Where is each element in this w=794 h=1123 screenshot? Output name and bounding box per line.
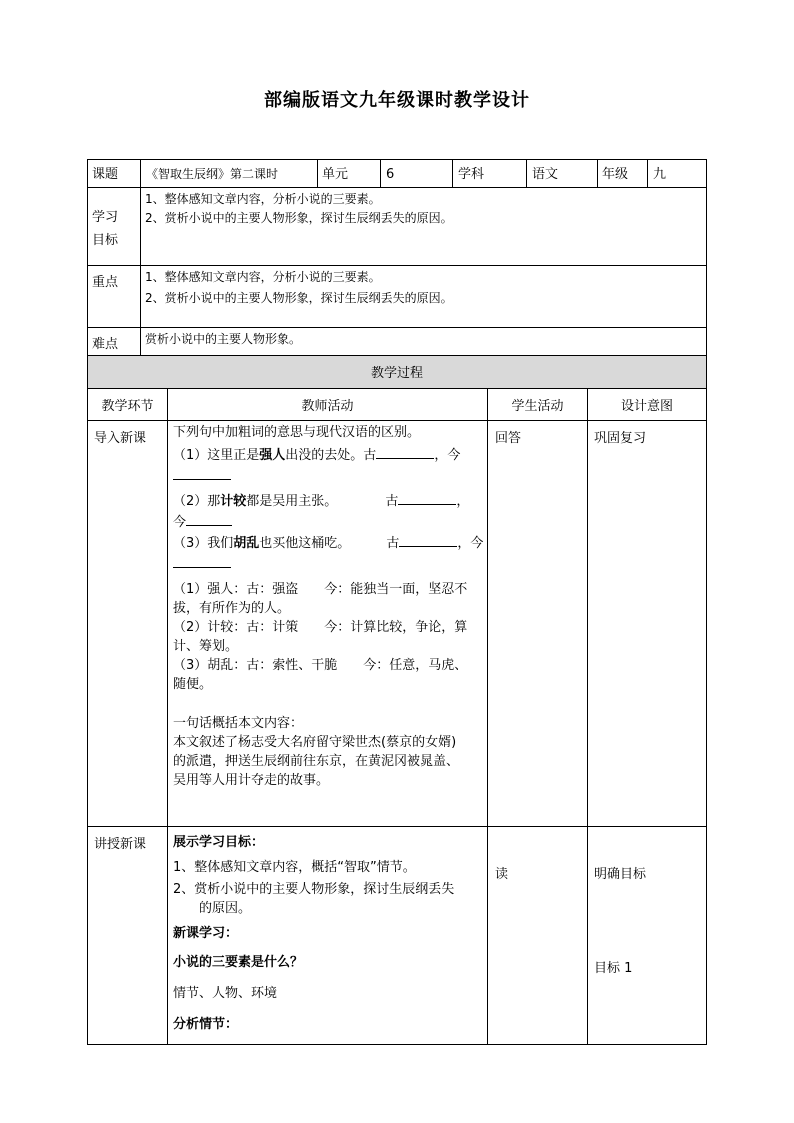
section1-intent: 巩固复习 (594, 431, 647, 446)
difficulty-label: 难点 (92, 337, 119, 352)
section2-student: 读 (495, 867, 509, 882)
grade-value: 九 (653, 167, 667, 182)
goal-item: 1、整体感知文章内容，分析小说的三要素。 (145, 192, 381, 206)
difficulty-text: 赏析小说中的主要人物形象。 (145, 332, 302, 346)
new-lesson-title: 新课学习： (173, 926, 239, 941)
summary-line: 本文叙述了杨志受大名府留守梁世杰(蔡京的女婿) (173, 735, 457, 750)
unit-label: 单元 (322, 167, 349, 182)
answer-blank[interactable] (376, 444, 434, 459)
topic-value: 《智取生辰纲》第二课时 (146, 167, 279, 181)
goals-label: 学习 目标 (92, 210, 119, 248)
answer-3b: 随便。 (173, 677, 213, 692)
keypoints-label: 重点 (92, 275, 119, 290)
col-stage: 教学环节 (101, 399, 154, 414)
question: 小说的三要素是什么？ (173, 955, 304, 970)
answer-blank[interactable] (186, 511, 232, 526)
process-title: 教学过程 (370, 366, 423, 381)
goal-line: 2、赏析小说中的主要人物形象，探讨生辰纲丢失 (173, 882, 455, 897)
answer-2b: 计、筹划。 (173, 639, 239, 654)
section2-intent-1: 明确目标 (594, 867, 647, 882)
answer-1b: 拔，有所作为的人。 (173, 601, 291, 616)
goals-title: 展示学习目标： (173, 835, 265, 850)
section1-stage: 导入新课 (94, 431, 147, 446)
section1-student: 回答 (495, 431, 522, 446)
page-title: 部编版语文九年级课时教学设计 (264, 90, 530, 111)
answer-blank[interactable] (173, 465, 231, 480)
answer-1a: （1）强人：古：强盗 今：能独当一面，坚忍不 (173, 582, 468, 597)
keypoint-item: 2、赏析小说中的主要人物形象，探讨生辰纲丢失的原因。 (145, 291, 453, 305)
answer-2a: （2）计较：古：计策 今：计算比较，争论，算 (173, 620, 468, 635)
keypoints-list (145, 268, 453, 308)
section1-teacher: 下列句中加粗词的意思与现代汉语的区别。 （1）这里正是强人出没的去处。古 ，今 （2）那计较都是吴用主张。 古 ， 今 （3）我们胡乱也买他这桶吃。 古 ，今 （1）强人：古：强盗 今：能独当一面，坚忍不 拔，有所作为的人。 （2）计较：古：计策 今：计算比较，争论，算 计、筹划。 （3）胡乱：古：索性、干脆 今：任意，马虎、 随便。 一句话概括本文内容： 本文叙述了杨志受大名府留守梁世杰(蔡京的女婿) 的派遣，押送生辰纲前往东京，在黄泥冈被晁盖、 吴用等人用计夺走的故事。 (173, 425, 484, 788)
question-1: （1）这里正是强人出没的去处。古 ，今 (173, 444, 483, 465)
goals-list (145, 190, 453, 228)
keypoint-item: 1、整体感知文章内容，分析小说的三要素。 (145, 270, 381, 284)
col-intent: 设计意图 (620, 399, 673, 414)
answer-3a: （3）胡乱：古：索性、干脆 今：任意，马虎、 (173, 658, 468, 673)
subject-value: 语文 (532, 167, 559, 182)
summary-title: 一句话概括本文内容： (173, 716, 304, 731)
intro-text: 下列句中加粗词的意思与现代汉语的区别。 (173, 425, 421, 440)
summary-line: 吴用等人用计夺走的故事。 (173, 773, 330, 788)
answer-blank[interactable] (399, 532, 457, 547)
answer-blank[interactable] (398, 490, 456, 505)
topic-label: 课题 (92, 167, 119, 182)
summary-line: 的派遣，押送生辰纲前往东京，在黄泥冈被晁盖、 (173, 754, 460, 769)
answer: 情节、人物、环境 (173, 986, 278, 1001)
unit-value: 6 (386, 167, 395, 182)
section2-intent-2: 目标 1 (594, 961, 633, 976)
question-3: （3）我们胡乱也买他这桶吃。 古 ，今 (173, 532, 483, 553)
goal-line: 的原因。 (199, 901, 252, 916)
analysis-title: 分析情节： (173, 1017, 239, 1032)
section2-teacher (173, 833, 483, 1034)
col-teacher: 教师活动 (301, 399, 354, 414)
col-student: 学生活动 (511, 399, 564, 414)
answer-blank[interactable] (173, 553, 231, 568)
grade-label: 年级 (602, 167, 629, 182)
question-2: （2）那计较都是吴用主张。 古 ， (173, 490, 483, 511)
goal-item: 2、赏析小说中的主要人物形象，探讨生辰纲丢失的原因。 (145, 211, 453, 225)
subject-label: 学科 (458, 167, 485, 182)
goal-line: 1、整体感知文章内容，概括“智取”情节。 (173, 860, 416, 875)
section2-stage: 讲授新课 (94, 837, 147, 852)
